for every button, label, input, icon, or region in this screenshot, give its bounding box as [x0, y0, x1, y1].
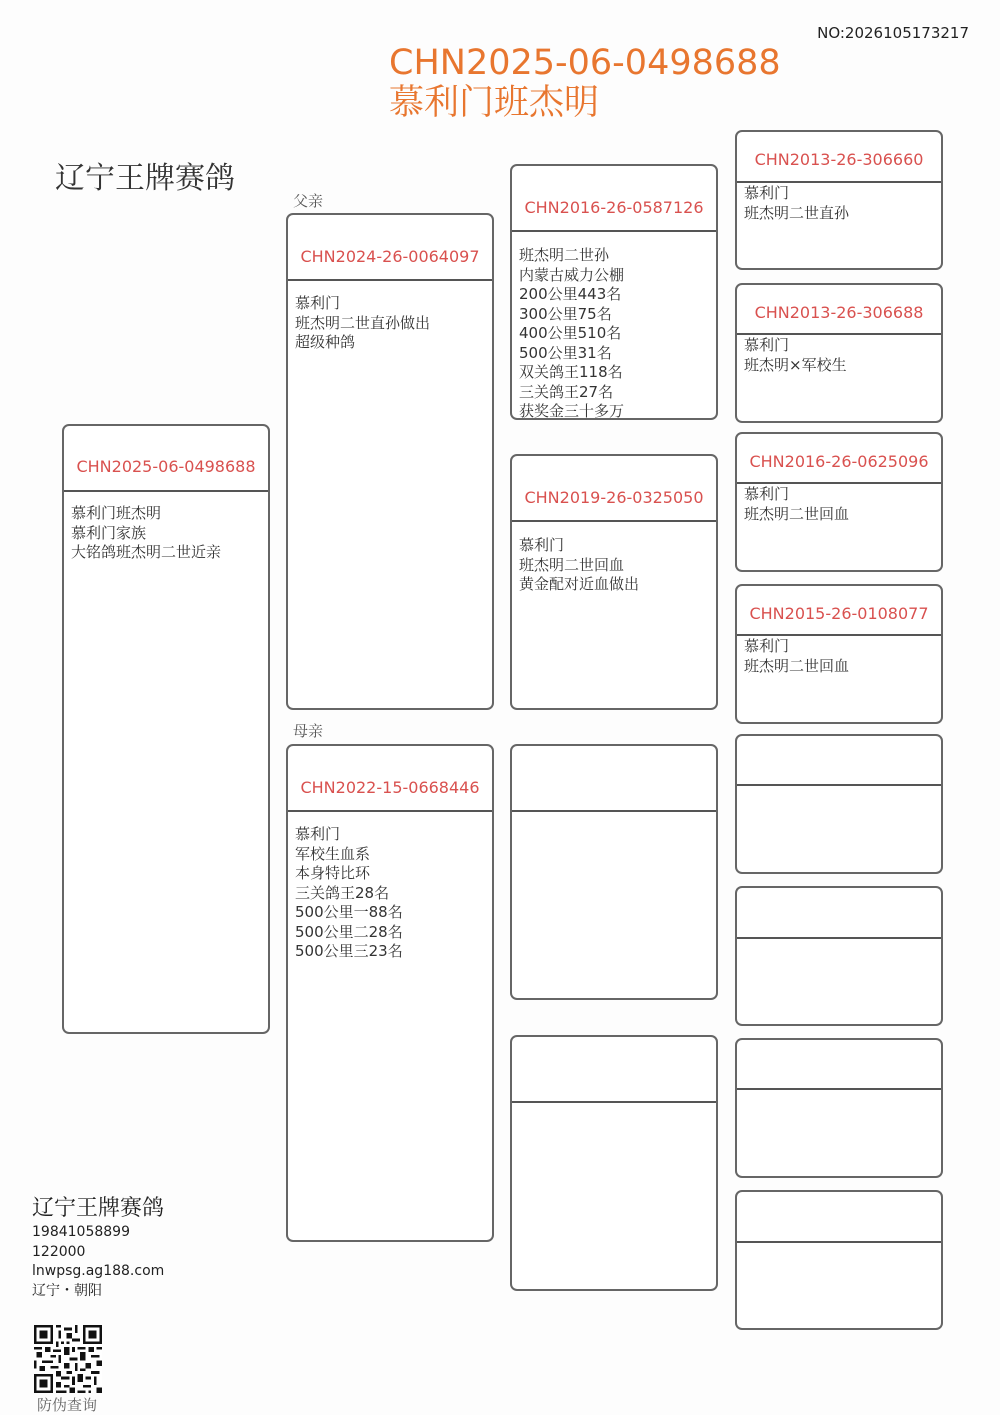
great-grandparent-header — [737, 888, 941, 939]
ring-number: CHN2019-26-0325050 — [524, 488, 704, 507]
note-line: 本身特比环 — [295, 864, 371, 882]
paternal-grandfather-header — [512, 166, 716, 232]
subject-header — [64, 426, 268, 492]
maternal-grandmother-header — [512, 1037, 716, 1103]
great-grandparent-header — [737, 1040, 941, 1090]
paternal-grandmother-card — [510, 454, 718, 710]
note-line: 500公里三23名 — [295, 942, 403, 960]
contact-block — [32, 1195, 164, 1301]
mother-header — [288, 746, 492, 812]
great-grandparent-card — [735, 584, 943, 724]
ring-number: CHN2013-26-306688 — [754, 303, 924, 322]
great-grandparent-notes — [744, 485, 936, 524]
note-line: 三关鸽王27名 — [519, 382, 614, 401]
note-line: 慕利门 — [744, 637, 790, 655]
note-line: 慕利门班杰明 — [71, 504, 162, 522]
note-line: 慕利门 — [744, 485, 790, 503]
great-grandparent-header — [737, 586, 941, 636]
great-grandparent-card — [735, 130, 943, 270]
contact-location: 辽宁・朝阳 — [32, 1282, 102, 1299]
great-grandparent-header — [737, 434, 941, 484]
great-grandparent-card — [735, 1190, 943, 1330]
ring-number: CHN2016-26-0587126 — [524, 198, 704, 217]
contact-name: 辽宁王牌赛鸽 — [32, 1196, 165, 1221]
note-line: 班杰明二世回血 — [744, 656, 850, 675]
note-line: 慕利门 — [744, 184, 790, 202]
note-line: 班杰明×军校生 — [744, 355, 847, 374]
main-pigeon-name: 慕利门班杰明 — [389, 83, 600, 123]
contact-postcode: 122000 — [32, 1243, 86, 1260]
note-line: 双关鸽王118名 — [519, 363, 623, 381]
note-line: 慕利门 — [744, 336, 790, 354]
note-line: 班杰明二世直孙 — [744, 203, 850, 222]
ring-number: CHN2013-26-306660 — [754, 150, 924, 169]
great-grandparent-card — [735, 1038, 943, 1178]
note-line: 黄金配对近血做出 — [519, 575, 640, 593]
contact-website[interactable]: lnwpsg.ag188.com — [32, 1263, 165, 1279]
father-notes — [295, 294, 487, 353]
note-line: 军校生血系 — [295, 844, 371, 863]
great-grandparent-header — [737, 132, 941, 183]
note-line: 班杰明二世回血 — [744, 504, 850, 523]
note-line: 获奖金三十多万 — [519, 402, 625, 420]
note-line: 500公里一88名 — [295, 903, 403, 921]
paternal-grandmother-header — [512, 456, 716, 522]
great-grandparent-card — [735, 734, 943, 874]
great-grandparent-notes — [744, 184, 936, 223]
great-grandparent-card — [735, 432, 943, 572]
subject-notes — [71, 504, 263, 563]
note-line: 大铭鸽班杰明二世近亲 — [71, 543, 222, 561]
father-card — [286, 213, 494, 710]
note-line: 内蒙古威力公棚 — [519, 265, 625, 284]
note-line: 500公里31名 — [519, 343, 612, 362]
ring-number: CHN2022-15-0668446 — [300, 778, 480, 797]
note-line: 300公里75名 — [519, 304, 612, 323]
great-grandparent-card — [735, 886, 943, 1026]
note-line: 400公里510名 — [519, 324, 622, 342]
note-line: 慕利门家族 — [71, 523, 147, 542]
great-grandparent-header — [737, 1192, 941, 1243]
mother-label: 母亲 — [293, 722, 324, 740]
note-line: 200公里443名 — [519, 285, 622, 303]
brand-title: 辽宁王牌赛鸽 — [55, 161, 235, 196]
mother-card — [286, 744, 494, 1242]
note-line: 班杰明二世孙 — [519, 246, 610, 264]
great-grandparent-notes — [744, 637, 936, 676]
certificate-number: NO:2026105173217 — [817, 24, 969, 42]
contact-phone: 19841058899 — [32, 1224, 130, 1240]
father-label: 父亲 — [293, 192, 324, 210]
ring-number: CHN2024-26-0064097 — [300, 247, 480, 266]
subject-card — [62, 424, 270, 1034]
maternal-grandfather-card — [510, 744, 718, 1000]
note-line: 慕利门 — [295, 825, 341, 843]
ring-number: CHN2025-06-0498688 — [76, 457, 256, 476]
ring-number: CHN2015-26-0108077 — [749, 604, 929, 623]
great-grandparent-card — [735, 283, 943, 423]
paternal-grandfather-notes — [519, 246, 711, 422]
father-header — [288, 215, 492, 281]
ring-number: CHN2016-26-0625096 — [749, 452, 929, 471]
note-line: 三关鸽王28名 — [295, 883, 390, 902]
mother-notes — [295, 825, 487, 962]
paternal-grandmother-notes — [519, 536, 711, 595]
great-grandparent-header — [737, 736, 941, 786]
qr-code-icon[interactable] — [34, 1325, 102, 1393]
note-line: 500公里二28名 — [295, 922, 403, 941]
note-line: 班杰明二世直孙做出 — [295, 313, 431, 332]
note-line: 超级种鸽 — [295, 333, 356, 351]
note-line: 班杰明二世回血 — [519, 555, 625, 574]
great-grandparent-notes — [744, 336, 936, 375]
anti-counterfeit-label: 防伪查询 — [37, 1396, 98, 1414]
note-line: 慕利门 — [519, 536, 565, 554]
main-ring-number: CHN2025-06-0498688 — [389, 43, 781, 83]
great-grandparent-header — [737, 285, 941, 335]
note-line: 慕利门 — [295, 294, 341, 312]
maternal-grandmother-card — [510, 1035, 718, 1291]
paternal-grandfather-card — [510, 164, 718, 420]
maternal-grandfather-header — [512, 746, 716, 812]
